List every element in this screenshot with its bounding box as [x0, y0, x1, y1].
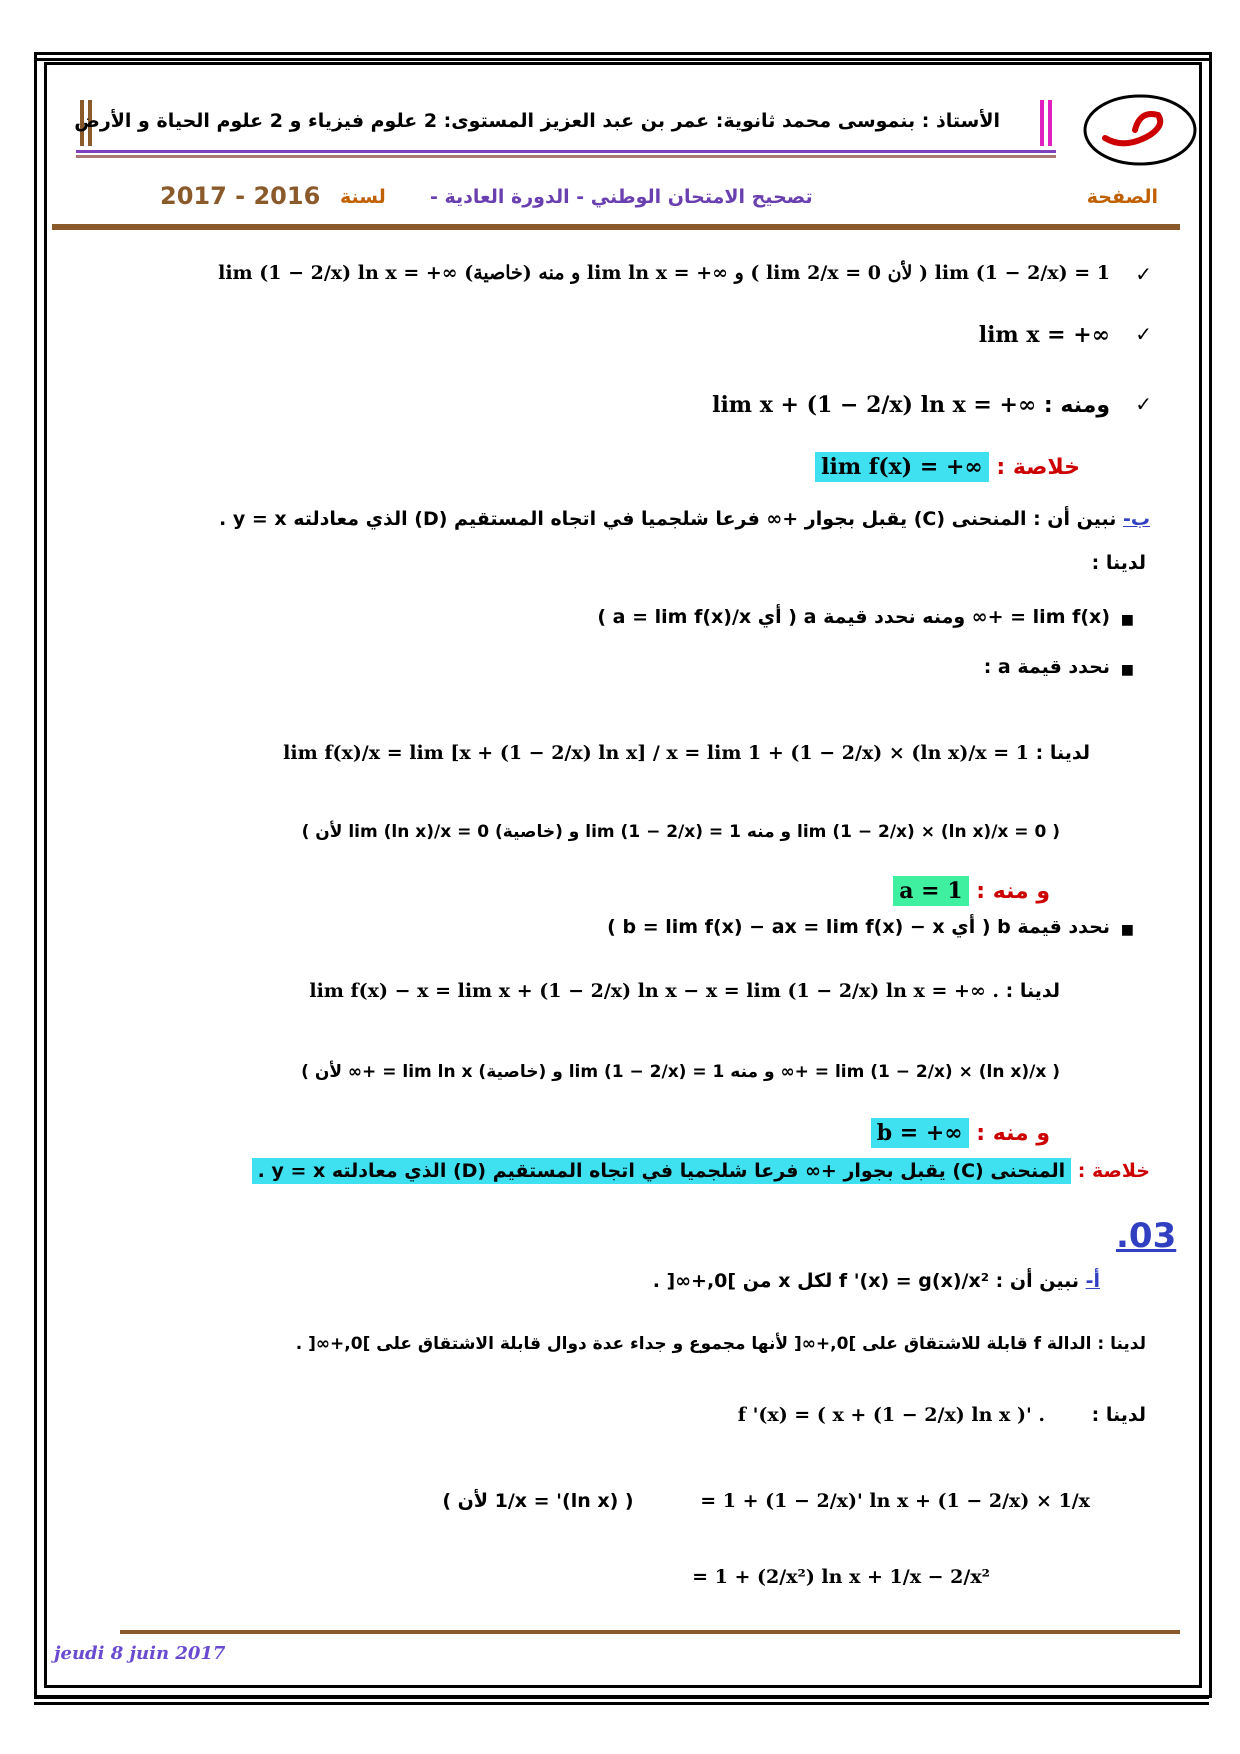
conclusion-2: خلاصة : المنحنى (C) يقبل بجوار +∞ فرعا شلجميا في اتجاه المستقيم (D) الذي معادلته y = x . — [60, 1160, 1150, 1182]
footer-rule — [120, 1630, 1180, 1634]
bottom-rule — [34, 1696, 1209, 1699]
calc-a-reason: ( lim (1 − 2/x) × (ln x)/x = 0 و منه lim (1 − 2/x) = 1 و (خاصية) lim (ln x)/x = 0 لأن ) — [301, 822, 1060, 842]
logo — [1080, 90, 1200, 170]
part-b-statement: ب- نبين أن : المنحنى (C) يقبل بجوار +∞ فرعا شلجميا في اتجاه المستقيم (D) الذي معادلته y = x . — [218, 508, 1150, 530]
bullet-3: نحدد قيمة b ( أي b = lim f(x) − ax = lim f(x) − x ) — [607, 916, 1110, 938]
year: 2017 - 2016 — [160, 182, 321, 210]
calc-b-reason: ( lim (1 − 2/x) × (ln x)/x = +∞ و منه lim (1 − 2/x) = 1 و (خاصية) lim ln x = +∞ لأن ) — [301, 1062, 1060, 1082]
deriv-line-1: لدينا : f '(x) = ( x + (1 − 2/x) ln x )' . — [737, 1404, 1146, 1426]
teacher-line: الأستاذ : بنموسى محمد ثانوية: عمر بن عبد العزيز المستوى: 2 علوم فيزياء و 2 علوم الحياة و الأرض — [74, 110, 1000, 132]
result-b: و منه : b = +∞ — [60, 1118, 1050, 1148]
header-separator — [76, 150, 1056, 153]
bottom-rule-2 — [34, 1702, 1209, 1705]
conclusion-1: خلاصة : lim f(x) = +∞ — [60, 452, 1080, 482]
ladayna-1: لدينا : — [1091, 552, 1146, 574]
calc-a: لدينا : lim f(x)/x = lim [x + (1 − 2/x) ln x] / x = lim 1 + (1 − 2/x) × (ln x)/x = 1 — [283, 742, 1090, 764]
check-icon: ✓ — [1135, 392, 1152, 416]
deriv-text: لدينا : الدالة f قابلة للاشتقاق على ]0,+∞[ لأنها مجموع و جداء عدة دوال قابلة الاشتقاق على ]0,+∞[ . — [295, 1334, 1146, 1354]
check-icon: ✓ — [1135, 262, 1152, 286]
deriv-line-3: = 1 + (2/x²) ln x + 1/x − 2/x² — [692, 1566, 990, 1588]
result-a: و منه : a = 1 — [60, 876, 1050, 906]
section-number: .03 — [1116, 1216, 1177, 1256]
bullet-1: lim f(x) = +∞ ومنه نحدد قيمة a ( أي a = lim f(x)/x ) — [597, 606, 1110, 628]
page-frame-inner — [44, 62, 1202, 1688]
bullet-icon: ■ — [1120, 922, 1134, 938]
bullet-icon: ■ — [1120, 662, 1134, 678]
header-bar-right-2 — [1048, 100, 1052, 146]
header-underline — [52, 224, 1180, 230]
check-icon: ✓ — [1135, 322, 1152, 346]
calc-b: لدينا : lim f(x) − x = lim x + (1 − 2/x) ln x − x = lim (1 − 2/x) ln x = +∞ . — [309, 980, 1060, 1002]
deriv-line-2: = 1 + (1 − 2/x)' ln x + (1 − 2/x) × 1/x ( (ln x)' = 1/x لأن ) — [442, 1490, 1090, 1512]
part-a-statement: أ- نبين أن : f '(x) = g(x)/x² لكل x من ]0,+∞[ . — [652, 1270, 1100, 1292]
line-3: ومنه : lim x + (1 − 2/x) ln x = +∞ — [712, 392, 1110, 418]
exam-title: تصحيح الامتحان الوطني - الدورة العادية - — [430, 186, 813, 208]
footer-date: jeudi 8 juin 2017 — [54, 1643, 226, 1664]
page-label: الصفحة — [1086, 186, 1158, 208]
bullet-2: نحدد قيمة a : — [983, 656, 1110, 678]
year-label: لسنة — [340, 186, 386, 208]
line-1: lim (1 − 2/x) ln x = +∞ و منه (خاصية) lim ln x = +∞ و ( lim 2/x = 0 لأن ) lim (1 − 2/x) = 1 — [218, 262, 1110, 284]
header-separator-2 — [76, 155, 1056, 158]
bullet-icon: ■ — [1120, 612, 1134, 628]
line-2: lim x = +∞ — [978, 322, 1110, 348]
header-bar-right — [1040, 100, 1044, 146]
